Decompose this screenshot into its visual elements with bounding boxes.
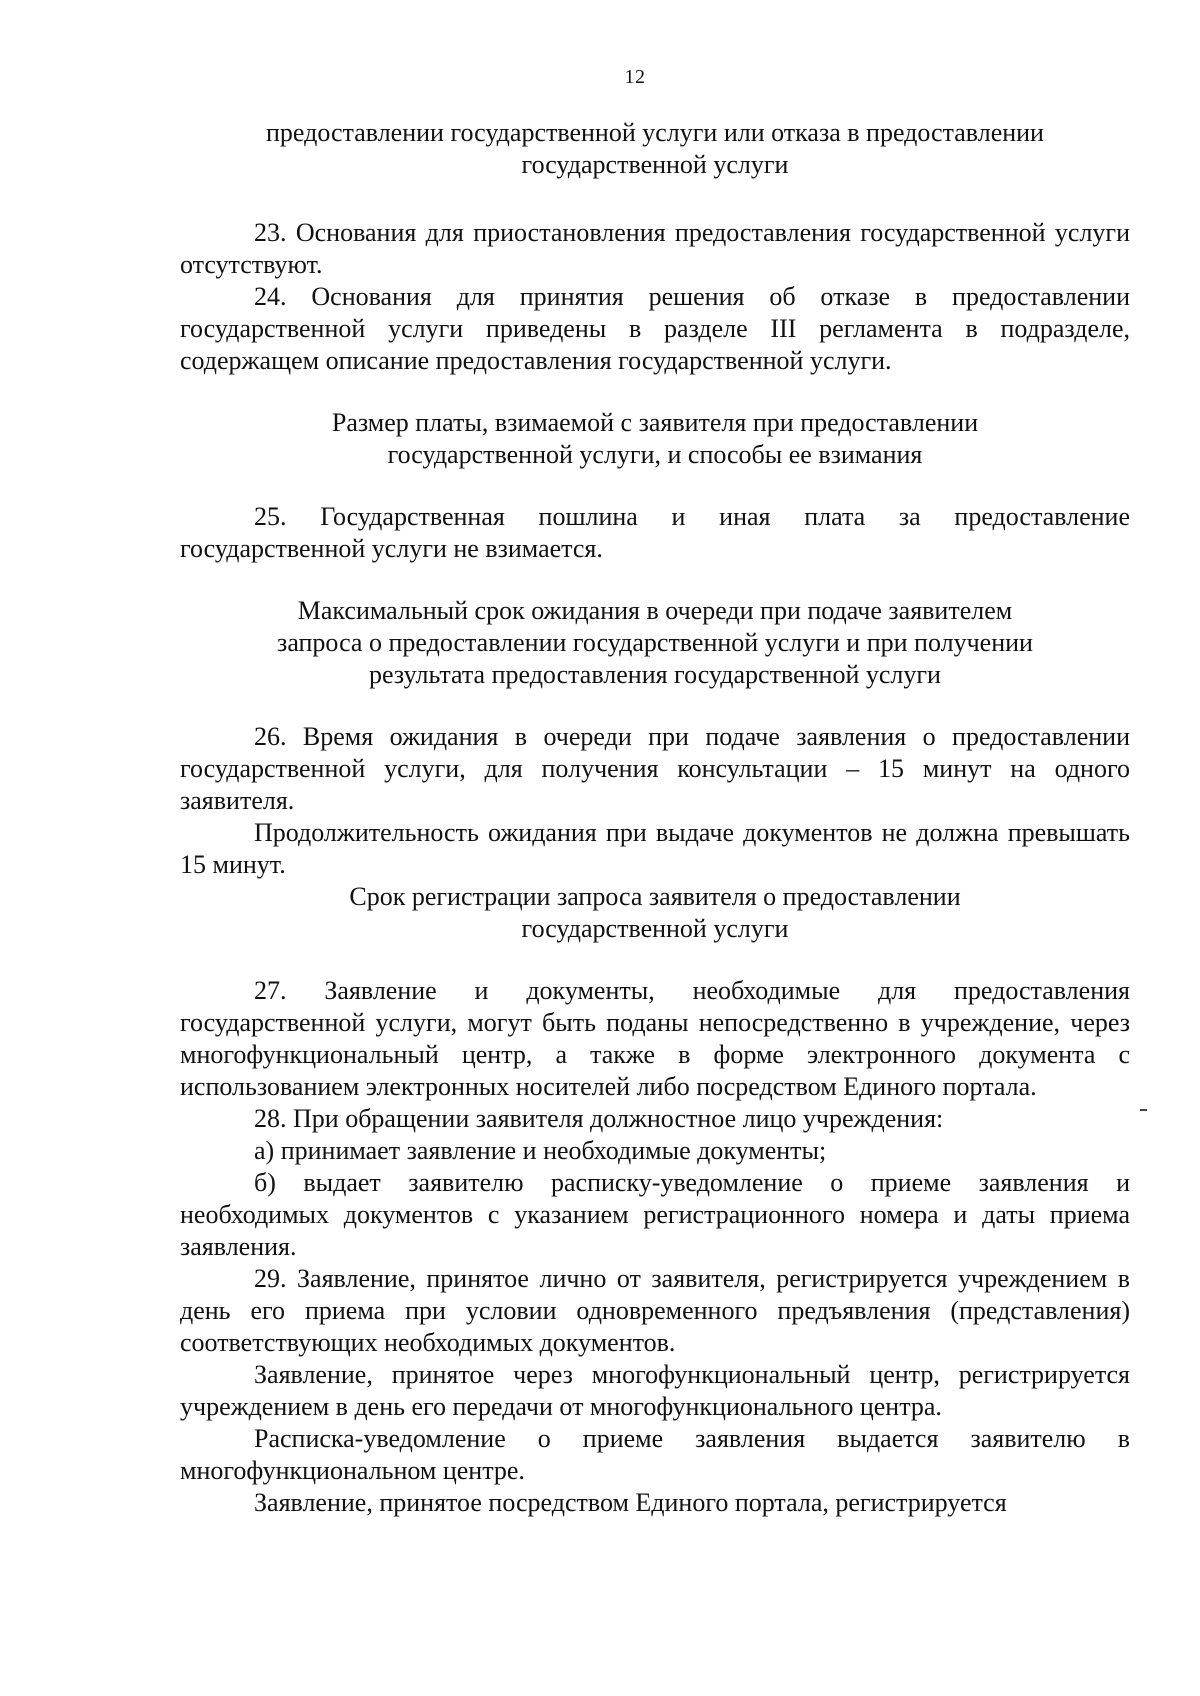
section-heading-fee — [180, 407, 1130, 471]
paragraph-28-item-a: а) принимает заявление и необходимые документы; — [254, 1136, 827, 1165]
paragraph-29-receipt: Расписка-уведомление о приеме заявления выдается заявителю в многофункциональном центре. — [180, 1424, 1130, 1485]
heading-line: запроса о предоставлении государственной услуги и при получении — [277, 628, 1033, 657]
paragraph-25: 25. Государственная пошлина и иная плата за предоставление государственной услуги не взимается. — [180, 502, 1130, 563]
paragraph-26: 26. Время ожидания в очереди при подаче заявления о предоставлении государственной услуги, для получения консультации – 15 минут на одного заявителя. — [180, 722, 1130, 815]
page-number: 12 — [624, 66, 646, 88]
paragraph-29-portal: Заявление, принятое посредством Единого портала, регистрируется — [254, 1488, 1007, 1517]
heading-line: результата предоставления государственной услуги — [369, 660, 941, 689]
paragraph-28-item-b: б) выдает заявителю расписку-уведомление о приеме заявления и необходимых документов с указанием регистрационного номера и даты приема заявления. — [180, 1168, 1130, 1261]
paragraph-29-mfc: Заявление, принятое через многофункциональный центр, регистрируется учреждением в день его передачи от многофункционального центра. — [180, 1360, 1130, 1421]
scan-mark — [1140, 1109, 1147, 1111]
paragraph-26-continued: Продолжительность ожидания при выдаче документов не должна превышать 15 минут. — [180, 818, 1130, 879]
section-heading-queue — [180, 595, 1130, 691]
paragraph-23: 23. Основания для приостановления предоставления государственной услуги отсутствуют. — [180, 218, 1130, 279]
heading-line: государственной услуги — [521, 150, 789, 179]
heading-line: Размер платы, взимаемой с заявителя при предоставлении — [331, 408, 979, 437]
paragraph-29: 29. Заявление, принятое лично от заявителя, регистрируется учреждением в день его приема при условии одновременного предъявления (представления) соответствующих необходимых документов. — [180, 1264, 1130, 1357]
paragraph-28: 28. При обращении заявителя должностное лицо учреждения: — [254, 1104, 944, 1133]
heading-line: государственной услуги, и способы ее взимания — [387, 440, 923, 469]
heading-line: государственной услуги — [521, 914, 789, 943]
heading-line: предоставлении государственной услуги или отказа в предоставлении — [266, 118, 1044, 147]
paragraph-24: 24. Основания для принятия решения об отказе в предоставлении государственной услуги приведены в разделе III регламента в подразделе, содержащем описание предоставления государственной услуги. — [180, 282, 1130, 375]
document-body — [180, 117, 1130, 1519]
heading-line: Максимальный срок ожидания в очереди при подаче заявителем — [297, 596, 1013, 625]
section-heading-registration — [180, 881, 1130, 945]
paragraph-27: 27. Заявление и документы, необходимые для предоставления государственной услуги, могут быть поданы непосредственно в учреждение, через многофункциональный центр, а также в форме электронного документа с использованием электронных носителей либо посредством Единого портала. — [180, 976, 1130, 1101]
heading-line: Срок регистрации запроса заявителя о предоставлении — [349, 882, 961, 911]
section-heading-refusal — [180, 117, 1130, 181]
